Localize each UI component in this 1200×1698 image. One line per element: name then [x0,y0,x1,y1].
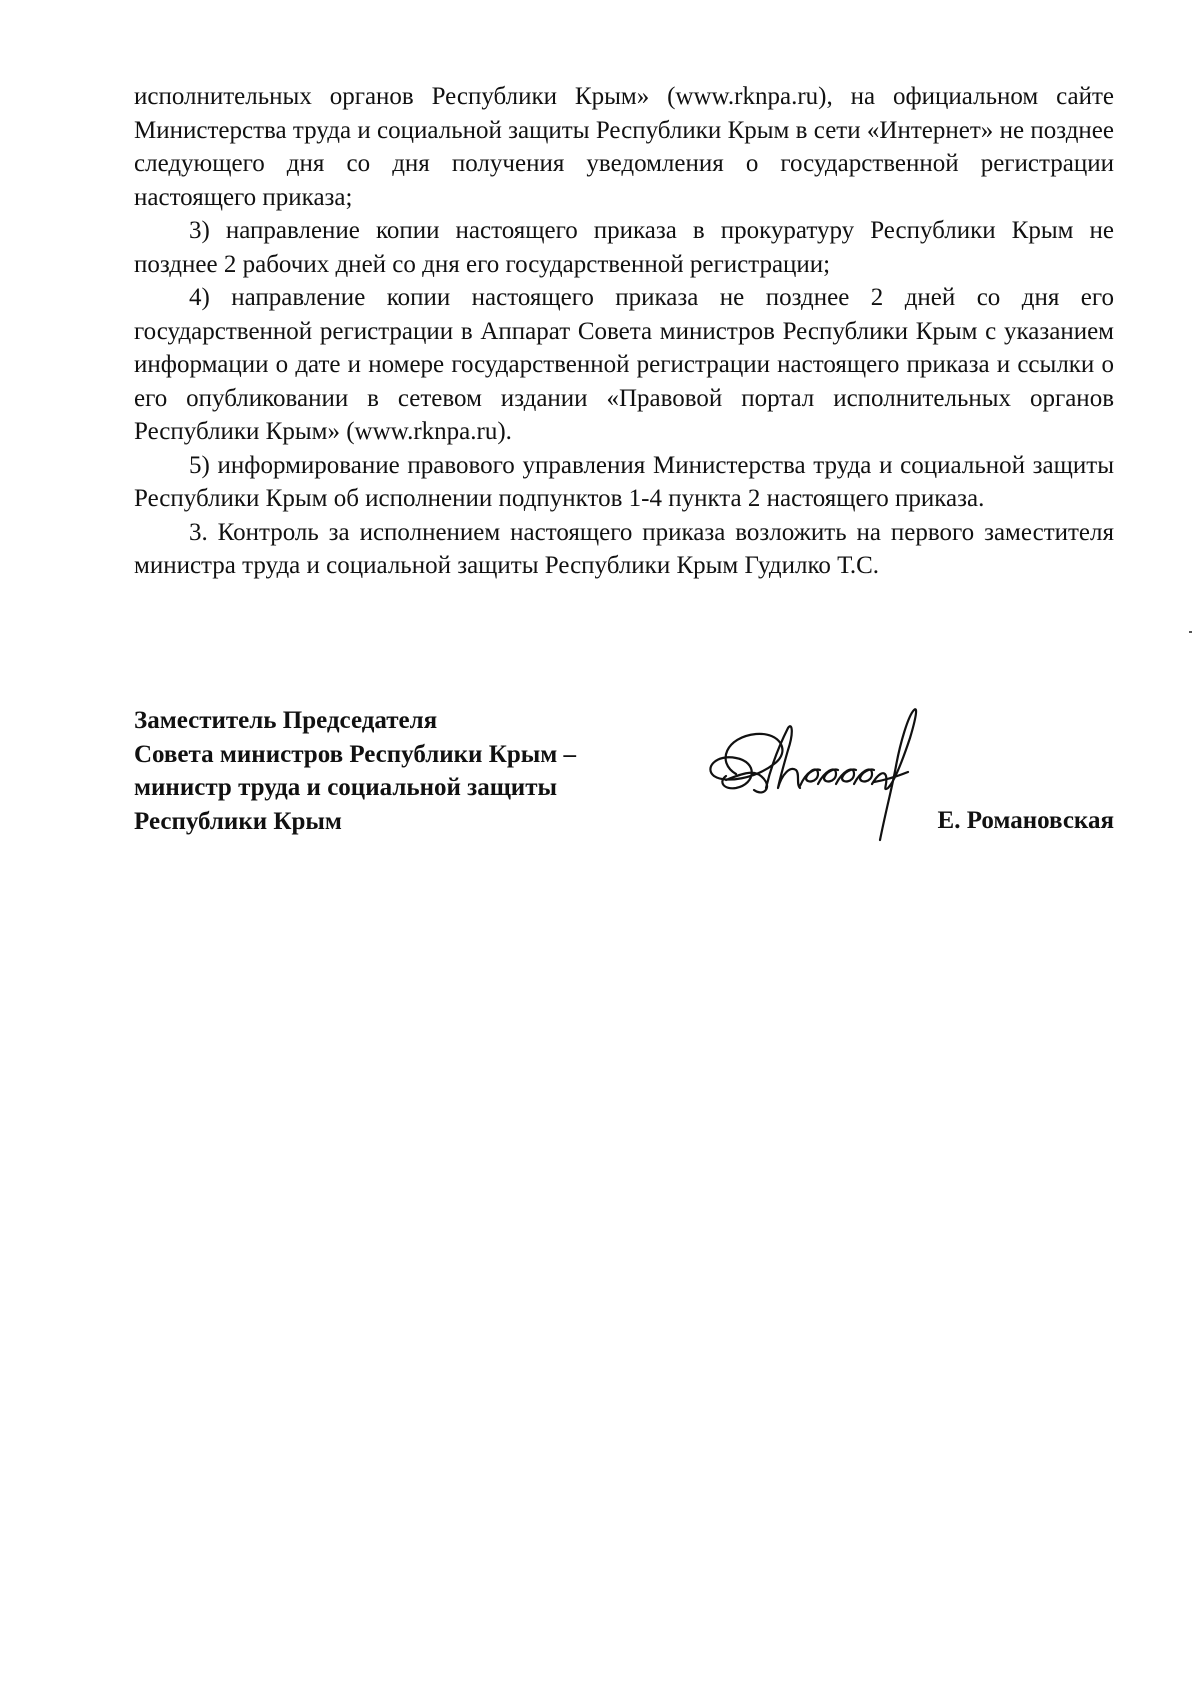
paragraph-item-5: 5) информирование правового управления Министерства труда и социальной защиты Республики Крым об исполнении подпунктов 1-4 пункта 2 настоящего приказа. [134,451,1114,512]
signatory-name: Е. Романовская [937,807,1114,834]
paragraph-item-4: 4) направление копии настоящего приказа не позднее 2 дней со дня его государственной регистрации в Аппарат Совета министров Республики Крым с указанием информации о дате и номере государственной регистрации настоящего приказа и ссылки о его опубликовании в сетевом издании «Правовой портал исполнительных органов Республики Крым» (www.rknpa.ru). [134,284,1114,445]
signatory-title [134,704,576,838]
paragraph-continuation: исполнительных органов Республики Крым» (www.rknpa.ru), на официальном сайте Министерства труда и социальной защиты Республики Крым в сети «Интернет» не позднее следующего дня со дня получения уведомления о государственной регистрации настоящего приказа; [134,83,1114,211]
scan-artifact [1189,631,1192,633]
paragraph-item-3: 3) направление копии настоящего приказа в прокуратуру Республики Крым не позднее 2 рабочих дней со дня его государственной регистрации; [134,217,1114,278]
signatory-title-line: Совета министров Республики Крым – [134,740,577,768]
signatory-title-line: Заместитель Председателя [134,707,438,734]
signatory-title-line: Республики Крым [134,807,342,835]
signatory-title-line: министр труда и социальной защиты [134,774,557,801]
handwritten-signature-icon [696,692,936,852]
document-body [134,80,1114,583]
signature-block [134,704,1114,854]
paragraph-clause-3: 3. Контроль за исполнением настоящего приказа возложить на первого заместителя министра труда и социальной защиты Республики Крым Гудилко Т.С. [134,518,1114,579]
